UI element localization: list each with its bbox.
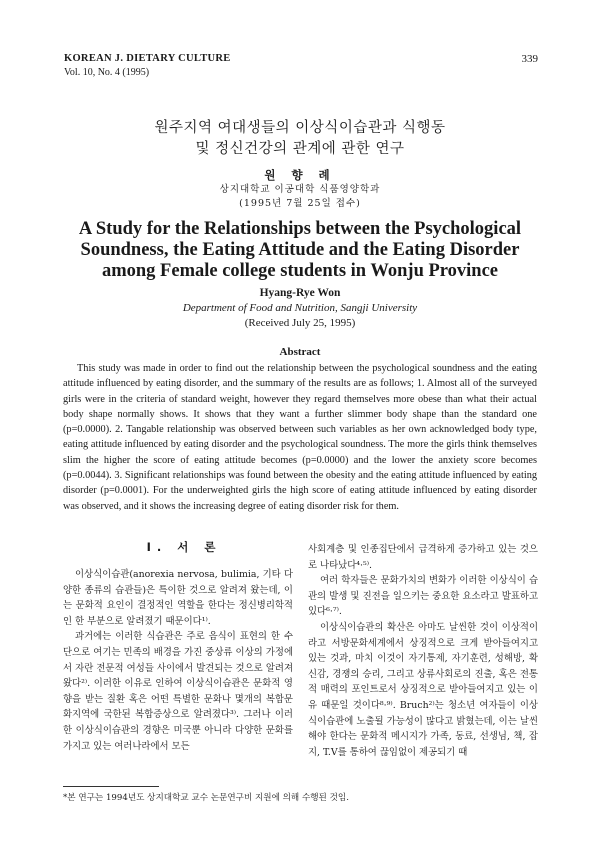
body-paragraph: 이상식이습관의 확산은 아마도 날씬한 것이 이상적이라고 서방문화세계에서 상징적으로 크게 받아들여지고 있는 것과, 마치 이것이 자기통제, 자기훈련, 성해방, 확신감, 경쟁의 승리, 그리고 상류사회로의 진출, 혹은 전통적 매력의 포인트로서 상징적으로 받아들여지고 있는 이유 때문일 것이다⁸·⁹⁾. Bruch²⁾는 청소년 여자들이 이상식이습관에 노출될 가능성이 많다고 밝혔는데, 이는 날씬해야 한다는 문화적 메시지가 가족, 동료, 선생님, 책, 잡지, T.V를 통하여 끊임없이 제공되기 때 bbox=[308, 621, 538, 758]
footnote: *본 연구는 1994년도 상지대학교 교수 논문연구비 지원에 의해 수행된 것임. bbox=[63, 793, 349, 803]
journal-volume: Vol. 10, No. 4 (1995) bbox=[64, 67, 150, 78]
body-paragraph: 이상식이습관(anorexia nervosa, bulimia, 기타 다양한 종류의 습관들)은 특이한 것으로 알려져 왔는데, 이는 문화적 요인이 결정적인 역할을 한다는 정신병리학적인 한 부분으로 알려졌기 때문이다¹⁾. bbox=[63, 569, 293, 627]
body-paragraph: 여러 학자들은 문화가치의 변화가 이러한 이상식이 습관의 발생 및 진전을 일으키는 중요한 요소라고 발표하고 있다⁶·⁷⁾. bbox=[308, 575, 538, 618]
english-title-line2: Soundness, the Eating Attitude and the Eating Disorder bbox=[80, 240, 520, 260]
korean-title-line2: 및 정신건강의 관계에 관한 연구 bbox=[195, 141, 405, 157]
footnote-divider bbox=[63, 786, 159, 787]
korean-affiliation-name: 상지대학교 이공대학 식품영양학과 bbox=[219, 184, 381, 195]
section-heading-introduction: I. 서 론 bbox=[146, 540, 222, 554]
body-paragraph: 과거에는 이러한 식습관은 주로 음식이 표현의 한 수단으로 여기는 민족의 배경을 가진 중상류 이상의 가정에서 자란 전문적 여성들 사이에서 발견되는 것으로 알려져 왔다²⁾. 이러한 이유로 인하여 이상식이습관은 문화적 영향을 받는 질환 혹은 어떤 특별한 문화나 몇개의 복합문화지역에 국한된 복합증상으로 알려졌다³⁾. 그러나 이러한 이상식이습관의 경향은 미국뿐 아니라 다양한 문화를 가지고 있는 여러나라에서 모든 bbox=[63, 631, 293, 752]
english-affiliation: Department of Food and Nutrition, Sangji University bbox=[182, 302, 418, 314]
abstract-text: This study was made in order to find out the relationship between the psychological soundness and the eating attitude influenced by eating disorder, and the summary of the results are as follows; 1. Almost all of the surveyed girls were in the criteria of standard weight, however they regard themselves more obese than what their actual body shape normally shows. It shows that they want a further slimmer body shape than the standard one (p=0.0000). 2. Tangable relationship was observed between such variables as her own acknowledged body type, eating attitude influenced by eating disorder and the psychological soundness. The more the girls think themselves slim the higher the score of eating attitude becomes (p=0.0000) and the lower the anxiety score becomes (p=0.0044). 3. Significant relationships was found between the obesity and the eating attitude influenced by eating disorder (p=0.0001). For the underweighted girls the high score of eating attitude influenced by eating disorder was observed, and it shows the increasing degree of eating disorder risk for them. bbox=[63, 363, 537, 512]
page-number: 339 bbox=[521, 53, 538, 65]
english-title-line3: among Female college students in Wonju Province bbox=[101, 261, 499, 281]
korean-received-date: (1995년 7월 25일 접수) bbox=[239, 198, 361, 209]
korean-title-line1: 원주지역 여대생들의 이상식이습관과 식행동 bbox=[154, 120, 446, 136]
body-paragraph: 사회계층 및 인종집단에서 급격하게 증가하고 있는 것으로 나타났다⁴·⁵⁾. bbox=[308, 544, 538, 571]
body-column-left bbox=[63, 540, 293, 754]
korean-author: 원 향 례 bbox=[264, 168, 336, 182]
english-received-date: (Received July 25, 1995) bbox=[244, 317, 356, 329]
english-title-line1: A Study for the Relationships between the Psychological bbox=[78, 219, 522, 239]
body-column-right bbox=[308, 542, 538, 760]
journal-name: KOREAN J. DIETARY CULTURE bbox=[64, 53, 231, 64]
korean-affiliation bbox=[0, 183, 600, 211]
korean-title bbox=[0, 118, 600, 160]
english-title bbox=[0, 219, 600, 282]
abstract-heading: Abstract bbox=[279, 346, 321, 358]
english-author: Hyang-Rye Won bbox=[259, 287, 341, 299]
